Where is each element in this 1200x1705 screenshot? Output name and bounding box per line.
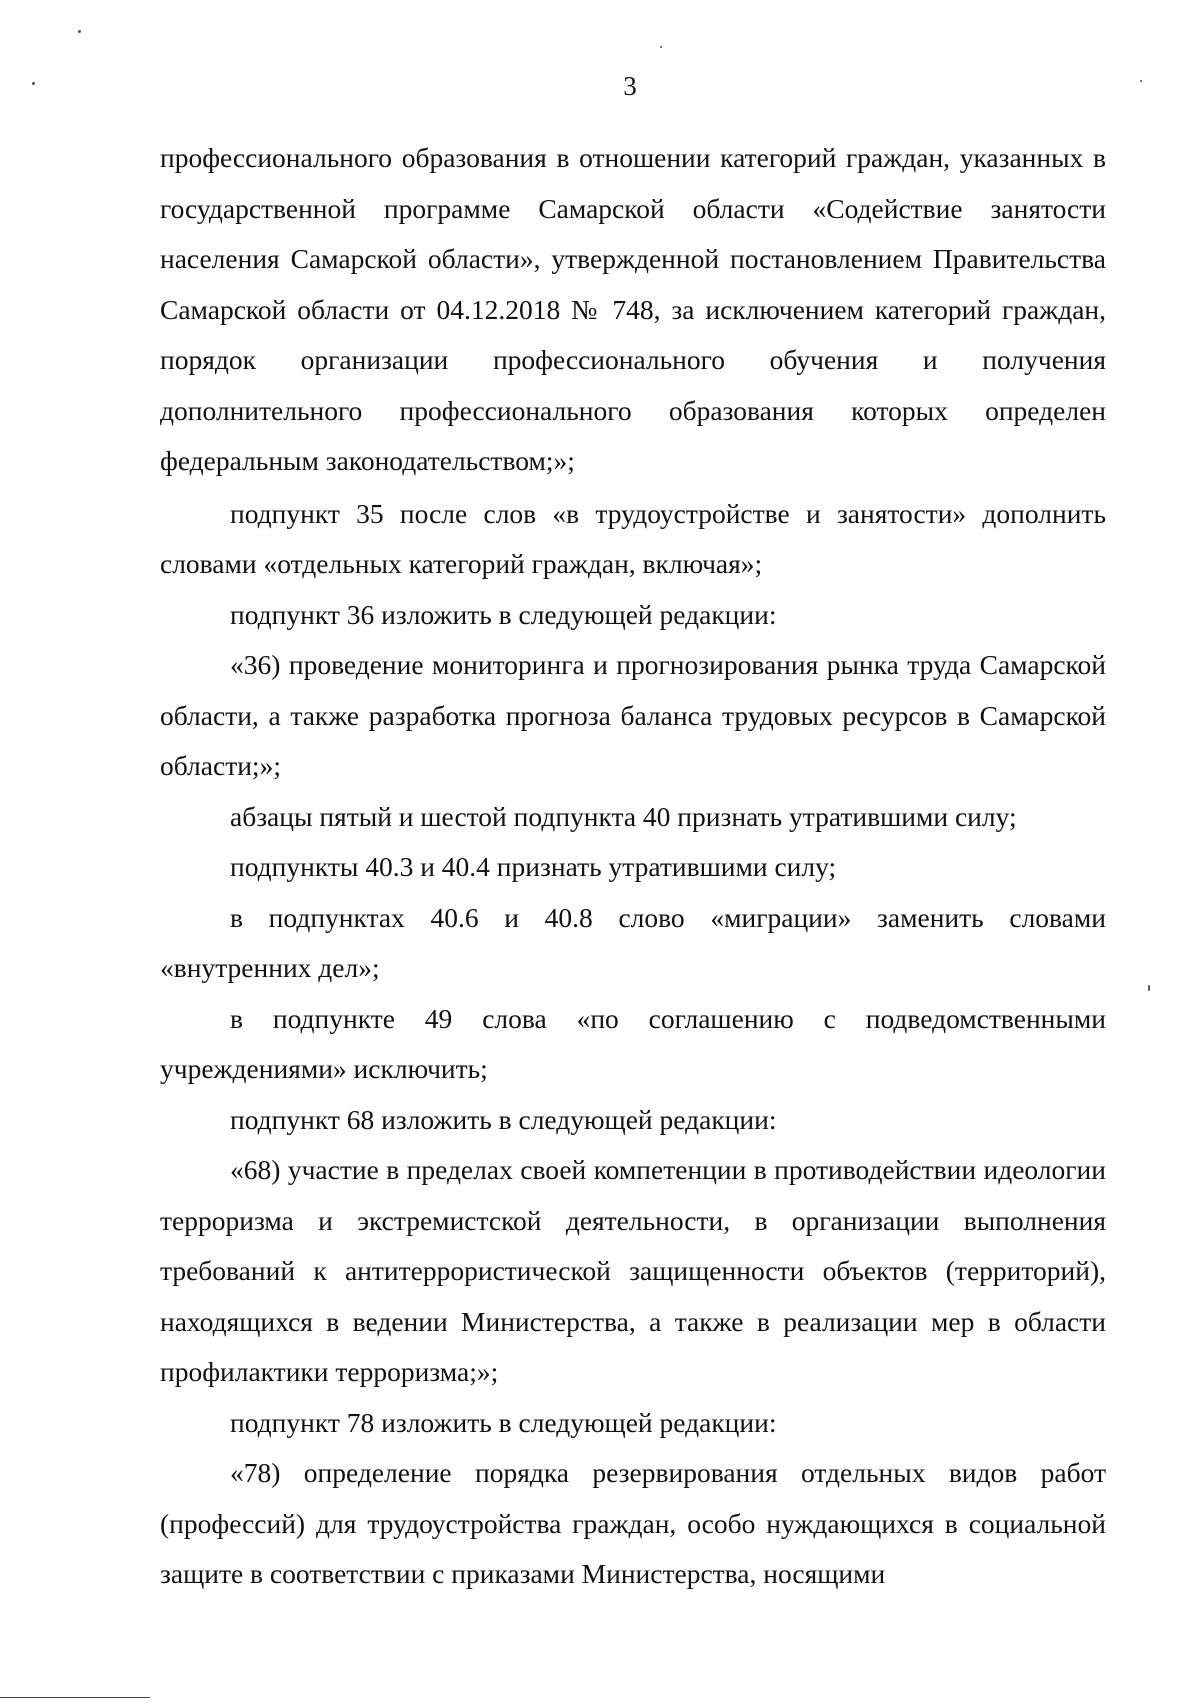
scan-speck bbox=[660, 46, 662, 48]
paragraph-subpoint-36-intro: подпункт 36 изложить в следующей редакции: bbox=[230, 598, 777, 630]
footer-rule bbox=[0, 1697, 150, 1698]
scan-speck bbox=[1148, 985, 1150, 991]
scan-speck bbox=[78, 30, 81, 33]
scan-speck bbox=[1140, 80, 1142, 82]
paragraph-subpoints-40-6-40-8: в подпунктах 40.6 и 40.8 слово «миграции» заменить словами «внутренних дел»; bbox=[160, 901, 1106, 983]
paragraph-subpoint-35: подпункт 35 после слов «в трудоустройстве и занятости» дополнить словами «отдельных категорий граждан, включая»; bbox=[160, 497, 1106, 579]
paragraph-subpoint-36-text: «36) проведение мониторинга и прогнозирования рынка труда Самарской области, а также разработка прогноза баланса трудовых ресурсов в Самарской области;»; bbox=[160, 649, 1106, 781]
paragraph-subpoints-40-3-40-4: подпункты 40.3 и 40.4 признать утратившими силу; bbox=[230, 851, 837, 882]
paragraph-subpoint-40: абзацы пятый и шестой подпункта 40 признать утратившими силу; bbox=[230, 800, 1017, 832]
document-body bbox=[160, 133, 1106, 1600]
paragraph-continuation: профессионального образования в отношении категорий граждан, указанных в государственной программе Самарской области «Содействие занятости населения Самарской области», утвержденной постановлением Правительства Самарской области от 04.12.2018 № 748, за исключением категорий граждан, порядок организации профессионального обучения и получения дополнительного профессионального образования которых определен федеральным законодательством;»; bbox=[160, 142, 1106, 476]
paragraph-subpoint-68-text: «68) участие в пределах своей компетенции в противодействии идеологии терроризма и экстремистской деятельности, в организации выполнения требований к антитеррористической защищенности объектов (территорий), находящихся в ведении Министерства, а также в реализации мер в области профилактики терроризма;»; bbox=[160, 1154, 1106, 1387]
paragraph-subpoint-78-intro: подпункт 78 изложить в следующей редакции: bbox=[230, 1406, 777, 1438]
page-number: 3 bbox=[623, 71, 637, 101]
scan-speck bbox=[32, 82, 35, 85]
paragraph-subpoint-68-intro: подпункт 68 изложить в следующей редакции: bbox=[230, 1103, 777, 1135]
paragraph-subpoint-78-text: «78) определение порядка резервирования отдельных видов работ (профессий) для трудоустройства граждан, особо нуждающихся в социальной защите в соответствии с приказами Министерства, носящими bbox=[160, 1457, 1106, 1589]
paragraph-subpoint-49: в подпункте 49 слова «по соглашению с подведомственными учреждениями» исключить; bbox=[160, 1002, 1106, 1084]
